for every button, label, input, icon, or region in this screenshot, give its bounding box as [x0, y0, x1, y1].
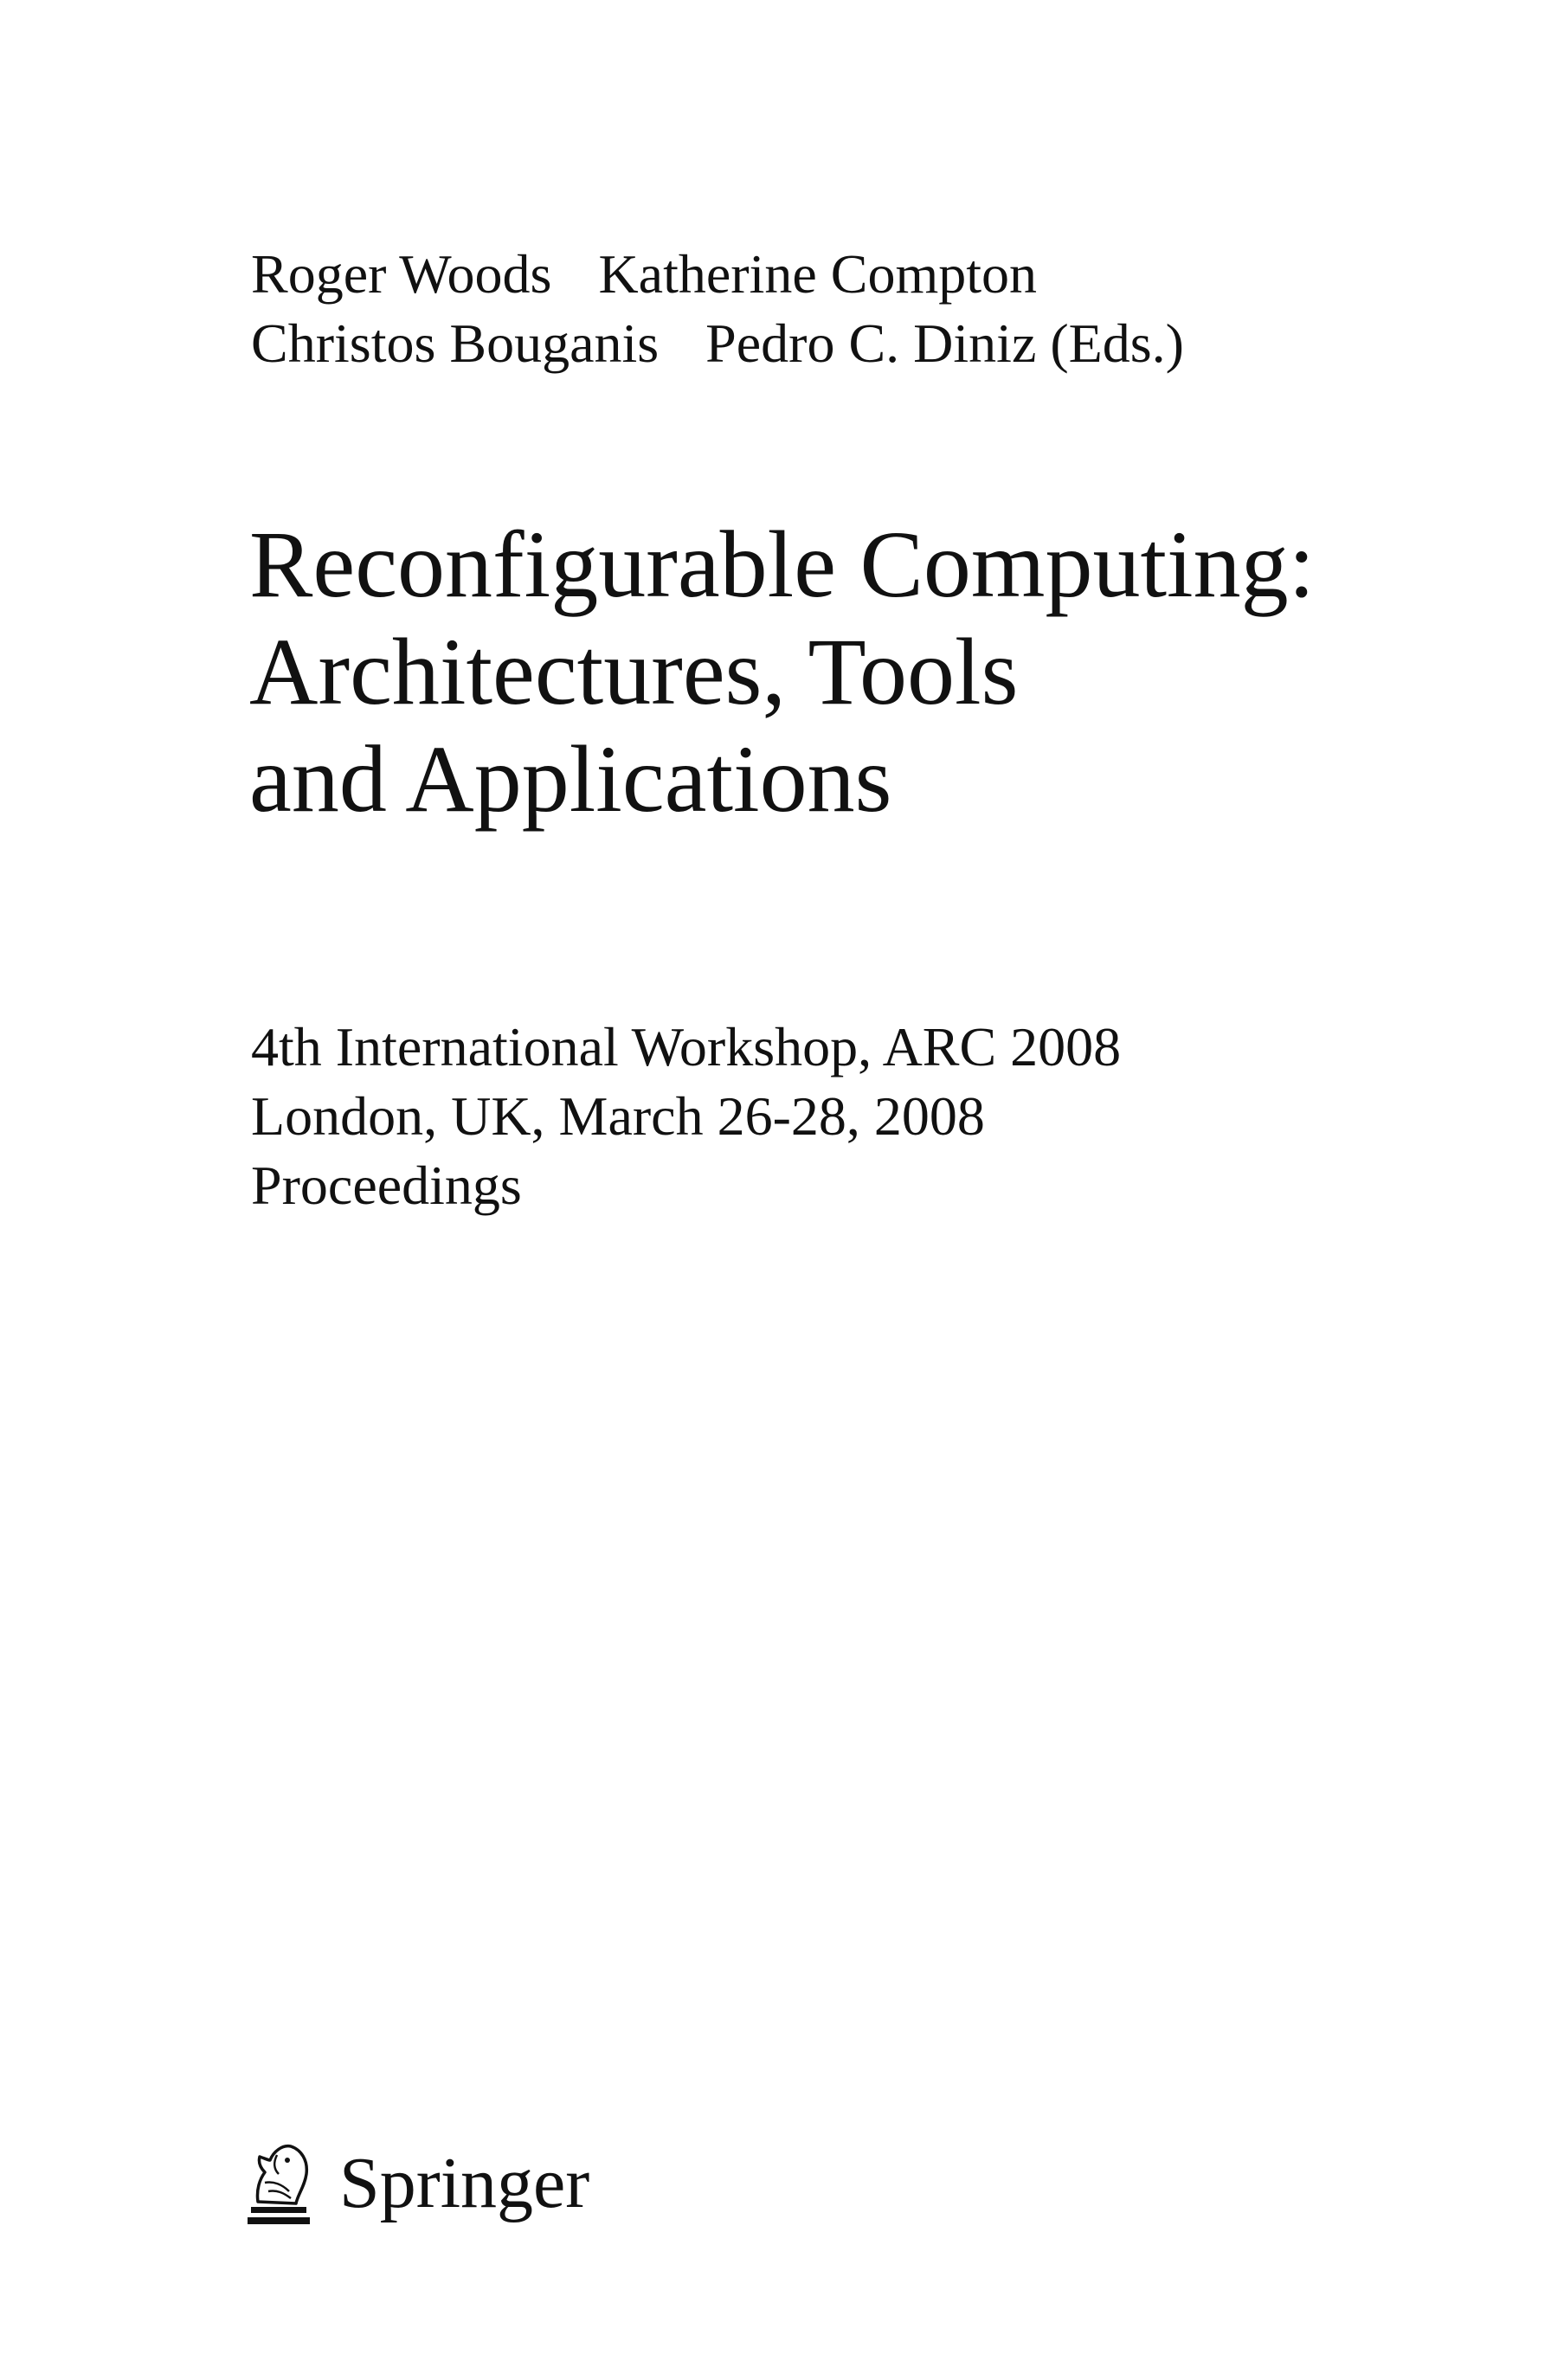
subtitle-line-3: Proceedings [251, 1155, 522, 1216]
springer-knight-icon [239, 2134, 315, 2234]
publisher-name: Springer [339, 2143, 590, 2223]
editors-line-2 [251, 309, 1184, 378]
title-line-2: Architectures, Tools [249, 619, 1019, 724]
editors-line-1 [251, 240, 1184, 309]
subtitle-line-1: 4th International Workshop, ARC 2008 [251, 1016, 1122, 1077]
editor-name: Roger Woods [251, 243, 552, 305]
publisher-block [239, 2136, 589, 2231]
title-line-1: Reconfigurable Computing: [249, 511, 1316, 617]
title-line-3: and Applications [249, 726, 892, 832]
subtitle-line-2: London, UK, March 26-28, 2008 [251, 1085, 985, 1147]
editor-name: Katherine Compton [598, 243, 1037, 305]
book-subtitle [251, 1013, 1121, 1220]
editor-name: Christos Bouganis [251, 312, 660, 374]
editor-name: Pedro C. Diniz (Eds.) [705, 312, 1184, 374]
book-title [249, 511, 1315, 833]
editors-block [251, 240, 1184, 378]
